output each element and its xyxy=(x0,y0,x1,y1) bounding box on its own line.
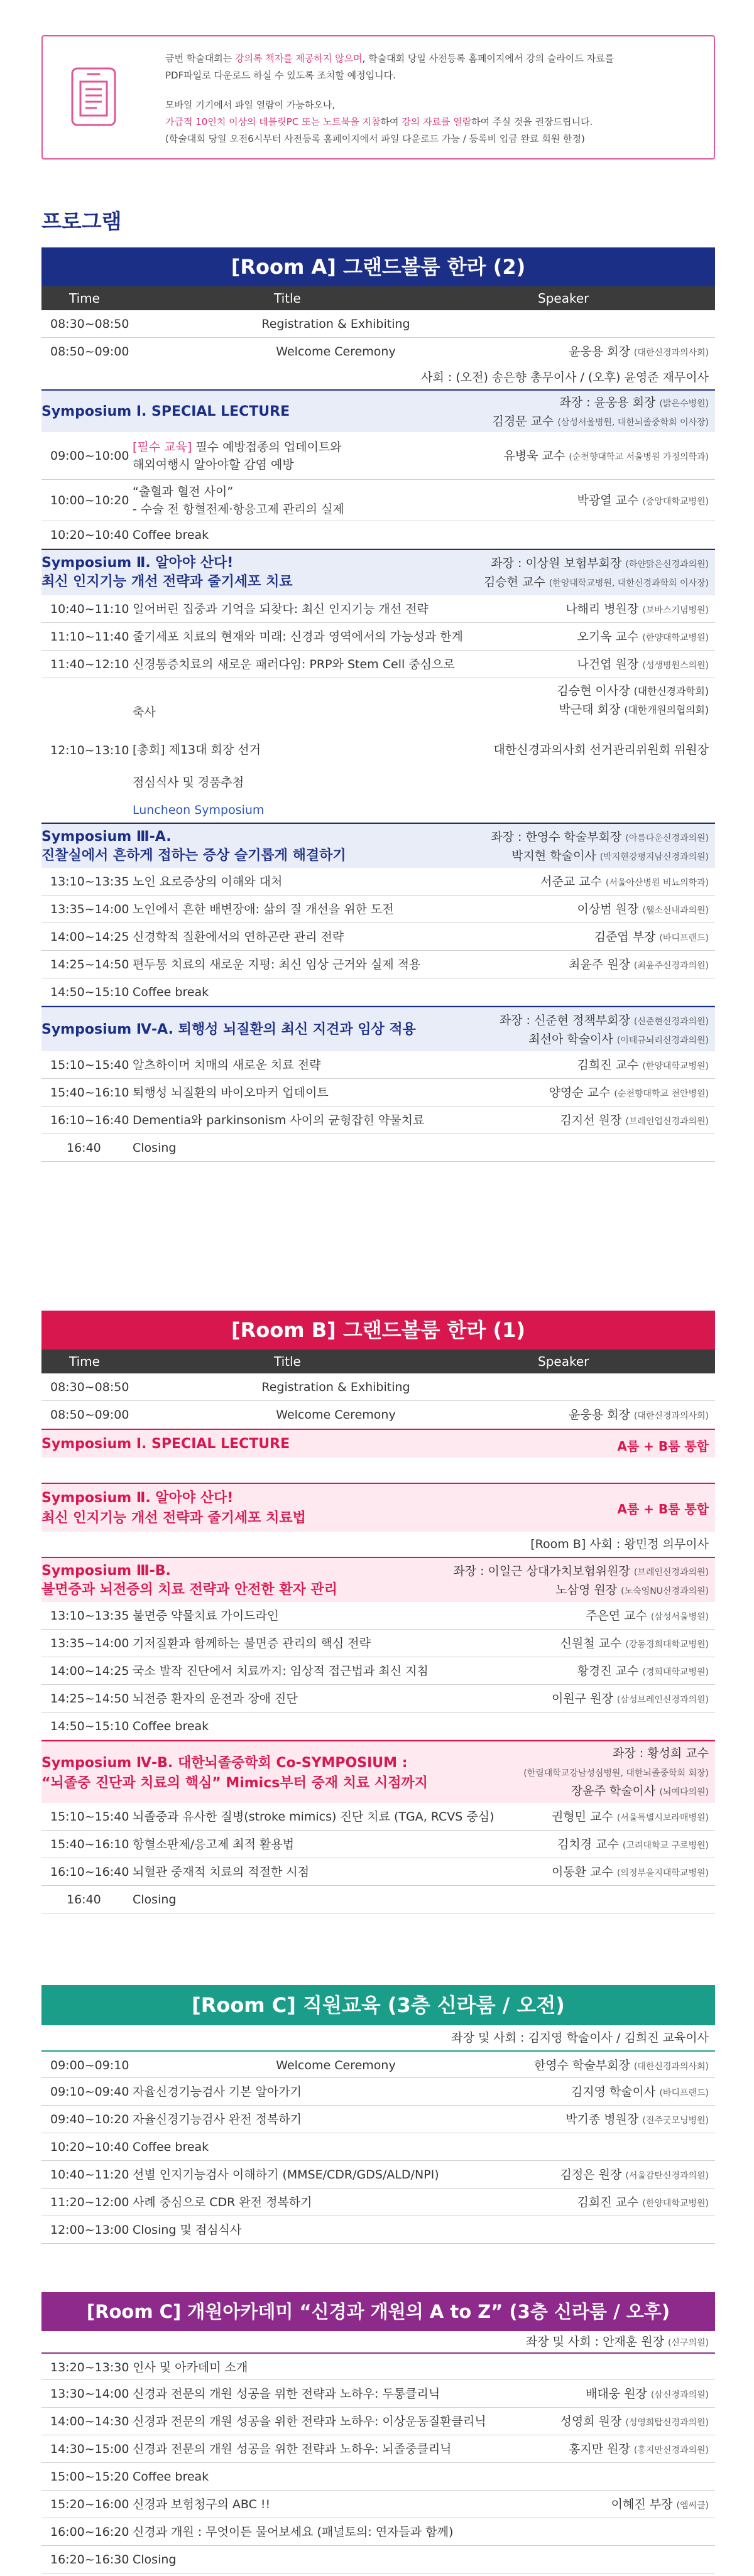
room-b-section xyxy=(41,1311,715,1913)
moderator-row: 좌장 및 사회 : 안재훈 원장 (신구의원) xyxy=(525,2335,709,2349)
table-row: 08:30~08:50 Registration & Exhibiting xyxy=(41,310,715,338)
moderator-row: [Room B] 사회 : 왕민정 의무이사 xyxy=(530,1537,709,1551)
symposium-1-b: Symposium Ⅰ. SPECIAL LECTURE A룸 + B룸 통합 xyxy=(41,1429,715,1458)
table-row: 13:35~14:00 노인에서 흔한 배변장애: 삶의 질 개선을 위한 도전 이상범 원장 (웰소신내과의원) xyxy=(41,896,715,923)
table-row: 08:50~09:00 Welcome Ceremony 윤웅용 회장 (대한신경과의사회) xyxy=(50,1408,709,1422)
moderator-row: 사회 : (오전) 송은향 총무이사 / (오후) 윤영준 재무이사 xyxy=(421,371,709,384)
room-c-afternoon-header: [Room C] 개원아카데미 “신경과 개원의 A to Z” (3층 신라룸 / 오후) xyxy=(41,2292,715,2331)
table-row: 14:50~15:10 Coffee break xyxy=(41,1713,715,1740)
table-row: 16:40 Closing xyxy=(41,1134,715,1162)
table-row: 12:00~13:00 Closing 및 점심식사 xyxy=(41,2216,715,2244)
notice-text: 금번 학술대회는 강의록 책자를 제공하지 않으며, 학술대회 당일 사전등록 홈페이지에서 강의 슬라이드 자료를 PDF파일로 다운로드 하실 수 있도록 조치할 예정입니다. 모바일 기기에서 파일 열람이 가능하오나, 가급적 10인치 이상의 테블릿PC 또는 노트북을 지참하여 강의 자료를 열람하여 주실 것을 권장드립니다. (학술대회 당일 오전6시부터 사전등록 홈페이지에서 파일 다운로드 가능 / 등록비 입금 완료 회원 한정) xyxy=(165,53,615,144)
table-row: 10:20~10:40 Coffee break xyxy=(41,521,715,549)
table-row: 14:50~15:10 Coffee break xyxy=(41,978,715,1006)
tablet-document-icon xyxy=(70,67,117,127)
column-header: Time Title Speaker xyxy=(41,1350,715,1373)
table-row: 16:40 Closing xyxy=(41,1886,715,1913)
room-a-section xyxy=(41,247,715,1162)
table-row: 15:20~16:00 신경과 보험청구의 ABC !! 이혜진 부장 (엠씨클) xyxy=(41,2491,715,2518)
symposium-3-b: Symposium Ⅲ-B. 불면증과 뇌전증의 치료 전략과 안전한 환자 관리 좌장 : 이일근 상대가치보험위원장 (브레인신경과의원) 노삼영 원장 (노숙영NU신경과의원) xyxy=(41,1557,715,1602)
room-c-morning-header: [Room C] 직원교육 (3층 신라룸 / 오전) xyxy=(41,1985,715,2025)
symposium-3-a: Symposium Ⅲ-A. 진찰실에서 흔하게 접하는 증상 슬기롭게 해결하기 좌장 : 한영수 학술부회장 (아름다운신경과의원) 박지현 학술이사 (박지현강평지남신경과의원) xyxy=(41,823,715,868)
table-row: 13:20~13:30 인사 및 아카데미 소개 xyxy=(41,2352,715,2380)
room-b-header: [Room B] 그랜드볼룸 한라 (1) xyxy=(41,1311,715,1350)
table-row: 11:20~12:00 사례 중심으로 CDR 완전 정복하기 김희진 교수 (한양대학교병원) xyxy=(41,2189,715,2216)
room-a-header: [Room A] 그랜드볼룸 한라 (2) xyxy=(41,247,715,286)
table-row: 14:25~14:50 뇌전증 환자의 운전과 장애 진단 이원구 원장 (삼성브레인신경과의원) xyxy=(41,1685,715,1713)
moderator-row: 좌장 및 사회 : 김지영 학술이사 / 김희진 교육이사 xyxy=(451,2031,709,2045)
table-row: 16:20~16:30 Closing xyxy=(41,2546,715,2573)
table-row: 11:10~11:40 줄기세포 치료의 현재와 미래: 신경과 영역에서의 가능성과 한계 오기욱 교수 (한양대학교병원) xyxy=(41,623,715,651)
room-c-morning-section xyxy=(41,1985,715,2244)
table-row: 13:35~14:00 기저질환과 함께하는 불면증 관리의 핵심 전략 신원철 교수 (강동경희대학교병원) xyxy=(41,1630,715,1657)
table-row: 10:20~10:40 Coffee break xyxy=(41,2133,715,2161)
program-title: 프로그램 xyxy=(41,209,122,234)
table-row: 10:40~11:20 선별 인지기능검사 이해하기 (MMSE/CDR/GDS/ALD/NPI) 김정은 원장 (서울감탄신경과의원) xyxy=(41,2161,715,2189)
table-row: 13:10~13:35 노인 요로증상의 이해와 대처 서준교 교수 (서울아산병원 비뇨의학과) xyxy=(41,868,715,896)
table-row: 14:25~14:50 편두통 치료의 새로운 지평: 최신 임상 근거와 실제 적용 최윤주 원장 (최윤주신경과의원) xyxy=(41,951,715,978)
symposium-4-b: Symposium Ⅳ-B. 대한뇌졸중학회 Co-SYMPOSIUM : “뇌졸중 진단과 치료의 핵심” Mimics부터 중재 치료 시점까지 좌장 : 황성희 교수 (한림대학교강남성심병원, 대한뇌졸중학회 회장) 장윤주 학술이사 (뇌예다의원) xyxy=(41,1740,715,1803)
table-row: 11:40~12:10 신경통증치료의 새로운 패러다임: PRP와 Stem Cell 중심으로 나건엽 원장 (성생병원스의원) xyxy=(41,651,715,678)
table-row: 15:40~16:10 항혈소판제/응고제 최적 활용법 김치경 교수 (고려대학교 구로병원) xyxy=(41,1831,715,1858)
table-row: 14:30~15:00 신경과 전문의 개원 성공을 위한 전략과 노하우: 뇌졸중클리닉 홍지만 원장 (홍지만신경과의원) xyxy=(41,2435,715,2463)
symposium-1-a: Symposium Ⅰ. SPECIAL LECTURE 좌장 : 윤웅용 회장 (밝은수병원) 김경문 교수 (삼성서울병원, 대한뇌졸중학회 이사장) xyxy=(41,389,715,432)
table-row: 09:10~09:40 자율신경기능검사 기본 알아가기 김지영 학술이사 (바디프랜드) xyxy=(41,2078,715,2106)
symposium-4-a: Symposium Ⅳ-A. 퇴행성 뇌질환의 최신 지견과 임상 적용 좌장 : 신준현 정책부회장 (신준현신경과의원) 최선아 학술이사 (이태규뇌리신경과의원) xyxy=(41,1006,715,1051)
table-row: 15:00~15:20 Coffee break xyxy=(41,2463,715,2491)
table-row: 16:00~16:20 신경과 개원 : 무엇이든 물어보세요 (패널토의: 연자들과 함께) xyxy=(41,2518,715,2546)
table-row: 08:30~08:50 Registration & Exhibiting xyxy=(41,1373,715,1401)
symposium-2-a: Symposium Ⅱ. 알아야 산다! 최신 인지기능 개선 전략과 줄기세포 치료 좌장 : 이상원 보험부회장 (하얀맑은신경과의원) 김승현 교수 (한양대학교병원, 대한신경과학회 이사장) xyxy=(41,549,715,595)
table-row: 15:10~15:40 알츠하이머 치매의 새로운 치료 전략 김희진 교수 (한양대학교병원) xyxy=(41,1051,715,1079)
table-row: 10:40~11:10 일어버린 집중과 기억을 되찾다: 최신 인지기능 개선 전략 나해리 병원장 (보바스기념병원) xyxy=(41,595,715,623)
room-c-afternoon-section xyxy=(41,2292,715,2573)
table-row: 16:10~16:40 뇌혈관 중재적 치료의 적절한 시점 이동환 교수 (의정부을지대학교병원) xyxy=(41,1858,715,1886)
table-row: 13:10~13:35 불면증 약물치료 가이드라인 주은연 교수 (삼성서울병원) xyxy=(41,1602,715,1630)
table-row: 08:50~09:00 Welcome Ceremony 윤웅용 회장 (대한신경과의사회) xyxy=(50,345,709,359)
table-row: 15:40~16:10 퇴행성 뇌질환의 바이오마커 업데이트 양영순 교수 (순천향대학교 천안병원) xyxy=(41,1079,715,1107)
table-row: 14:00~14:25 국소 발작 진단에서 치료까지: 임상적 접근법과 최신 지침 황경진 교수 (경희대학교병원) xyxy=(41,1657,715,1685)
lunch-block: 12:10~13:10 축사 김승현 이사장 (대한신경과학회) 박근태 회장 (대한개원의협의회) [총회] 제13대 회장 선거 대한신경과의사회 선거관리위원회 위원장 점심식사 및 경품추첨 Luncheon Symposium xyxy=(41,678,715,823)
table-row: 14:00~14:30 신경과 전문의 개원 성공을 위한 전략과 노하우: 이상운동질환클리닉 성영희 원장 (성영희탑신경과의원) xyxy=(41,2408,715,2435)
table-row: 09:00~09:10 Welcome Ceremony 한영수 학술부회장 (대한신경과의사회) xyxy=(41,2050,715,2078)
column-header: Time Title Speaker xyxy=(41,286,715,310)
table-row: 09:40~10:20 자율신경기능검사 완전 정복하기 박기종 병원장 (진주굿모닝병원) xyxy=(41,2106,715,2133)
table-row: 10:00~10:20 “출혈과 혈전 사이” - 수술 전 항혈전제·항응고제 관리의 실제 박광열 교수 (중앙대학교병원) xyxy=(41,480,715,521)
table-row: 15:10~15:40 뇌졸중과 유사한 질병(stroke mimics) 진단 치료 (TGA, RCVS 중심) 권형민 교수 (서울특별시보라매병원) xyxy=(41,1803,715,1831)
table-row: 13:30~14:00 신경과 전문의 개원 성공을 위한 전략과 노하우: 두통클리닉 배대웅 원장 (삼신경과의원) xyxy=(41,2380,715,2408)
notice-box xyxy=(41,35,715,160)
table-row: 09:00~10:00 [필수 교육] 필수 예방접종의 업데이트와 해외여행시 알아야할 감염 예방 유병욱 교수 (순천향대학교 서울병원 가정의학과) xyxy=(41,432,715,480)
symposium-2-b: Symposium Ⅱ. 알아야 산다! 최신 인지기능 개선 전략과 줄기세포 치료법 A룸 + B룸 통합 xyxy=(41,1483,715,1532)
table-row: 14:00~14:25 신경학적 질환에서의 연하곤란 관리 전략 김준엽 부장 (바디프랜드) xyxy=(41,923,715,951)
table-row: 16:10~16:40 Dementia와 parkinsonism 사이의 균형잡힌 약물치료 김지선 원장 (브레인업신경과의원) xyxy=(41,1107,715,1134)
